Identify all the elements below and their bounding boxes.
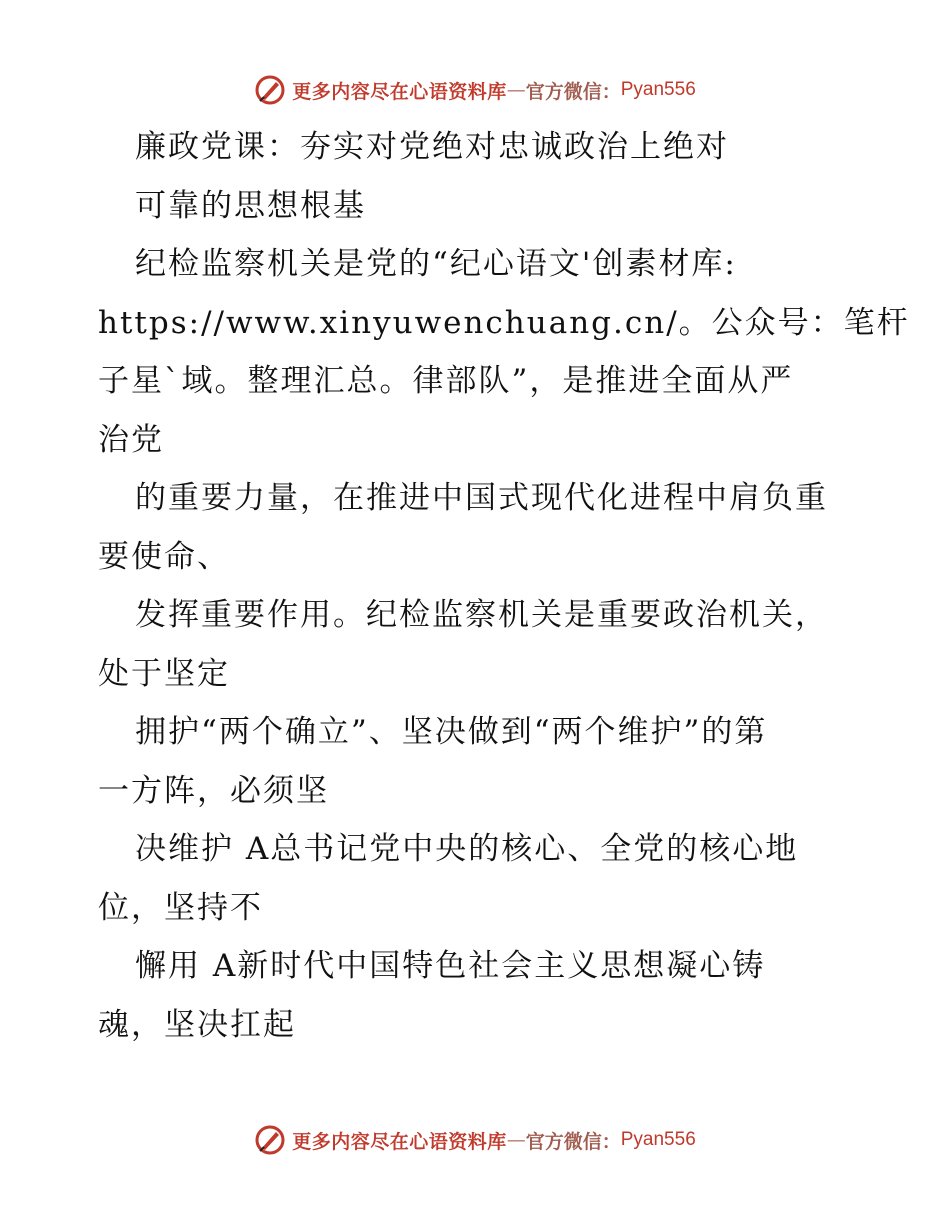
quill-pen-logo-icon	[254, 74, 286, 106]
body-line: 位，坚持不	[98, 889, 263, 926]
body-line: 子星`域。整理汇总。律部队”，是推进全面从严	[98, 363, 794, 399]
footer-separator: —	[506, 1129, 526, 1151]
footer-wechat-id: Pyan556	[620, 1129, 696, 1150]
body-line: 魂，坚决扛起	[98, 1006, 296, 1043]
banner-wechat-id: Pyan556	[620, 79, 696, 100]
body-line: 懈用 A新时代中国特色社会主义思想凝心铸	[135, 948, 766, 984]
footer-site-text: 更多内容尽在心语资料库	[292, 1130, 507, 1153]
title-line-1: 廉政党课：夯实对党绝对忠诚政治上绝对	[135, 129, 729, 165]
document-body	[98, 118, 910, 1054]
quill-pen-logo-icon	[254, 1124, 286, 1156]
body-line: 一方阵，必须坚	[98, 772, 329, 809]
body-line: 纪检监察机关是党的“纪心语文'创素材库:	[135, 246, 737, 282]
banner-site-text: 更多内容尽在心语资料库	[292, 80, 507, 103]
body-line: 的重要力量，在推进中国式现代化进程中肩负重	[135, 480, 828, 516]
footer-wechat-label: 官方微信：	[525, 1130, 621, 1153]
title-line-2: 可靠的思想根基	[135, 187, 366, 224]
body-line: 拥护“两个确立”、坚决做到“两个维护”的第	[135, 714, 768, 750]
banner-separator: —	[506, 79, 526, 101]
banner-wechat-label: 官方微信：	[525, 80, 621, 103]
body-line: 处于坚定	[98, 655, 230, 692]
body-line: 发挥重要作用。纪检监察机关是重要政治机关，	[135, 597, 828, 633]
body-line: 决维护 A总书记党中央的核心、全党的核心地	[135, 831, 799, 867]
footer-banner	[0, 1122, 950, 1158]
body-line: 治党	[98, 421, 164, 458]
body-line: https://www.xinyuwenchuang.cn/。公众号：笔杆	[98, 304, 910, 341]
header-banner	[0, 72, 950, 108]
body-line: 要使命、	[98, 538, 230, 575]
